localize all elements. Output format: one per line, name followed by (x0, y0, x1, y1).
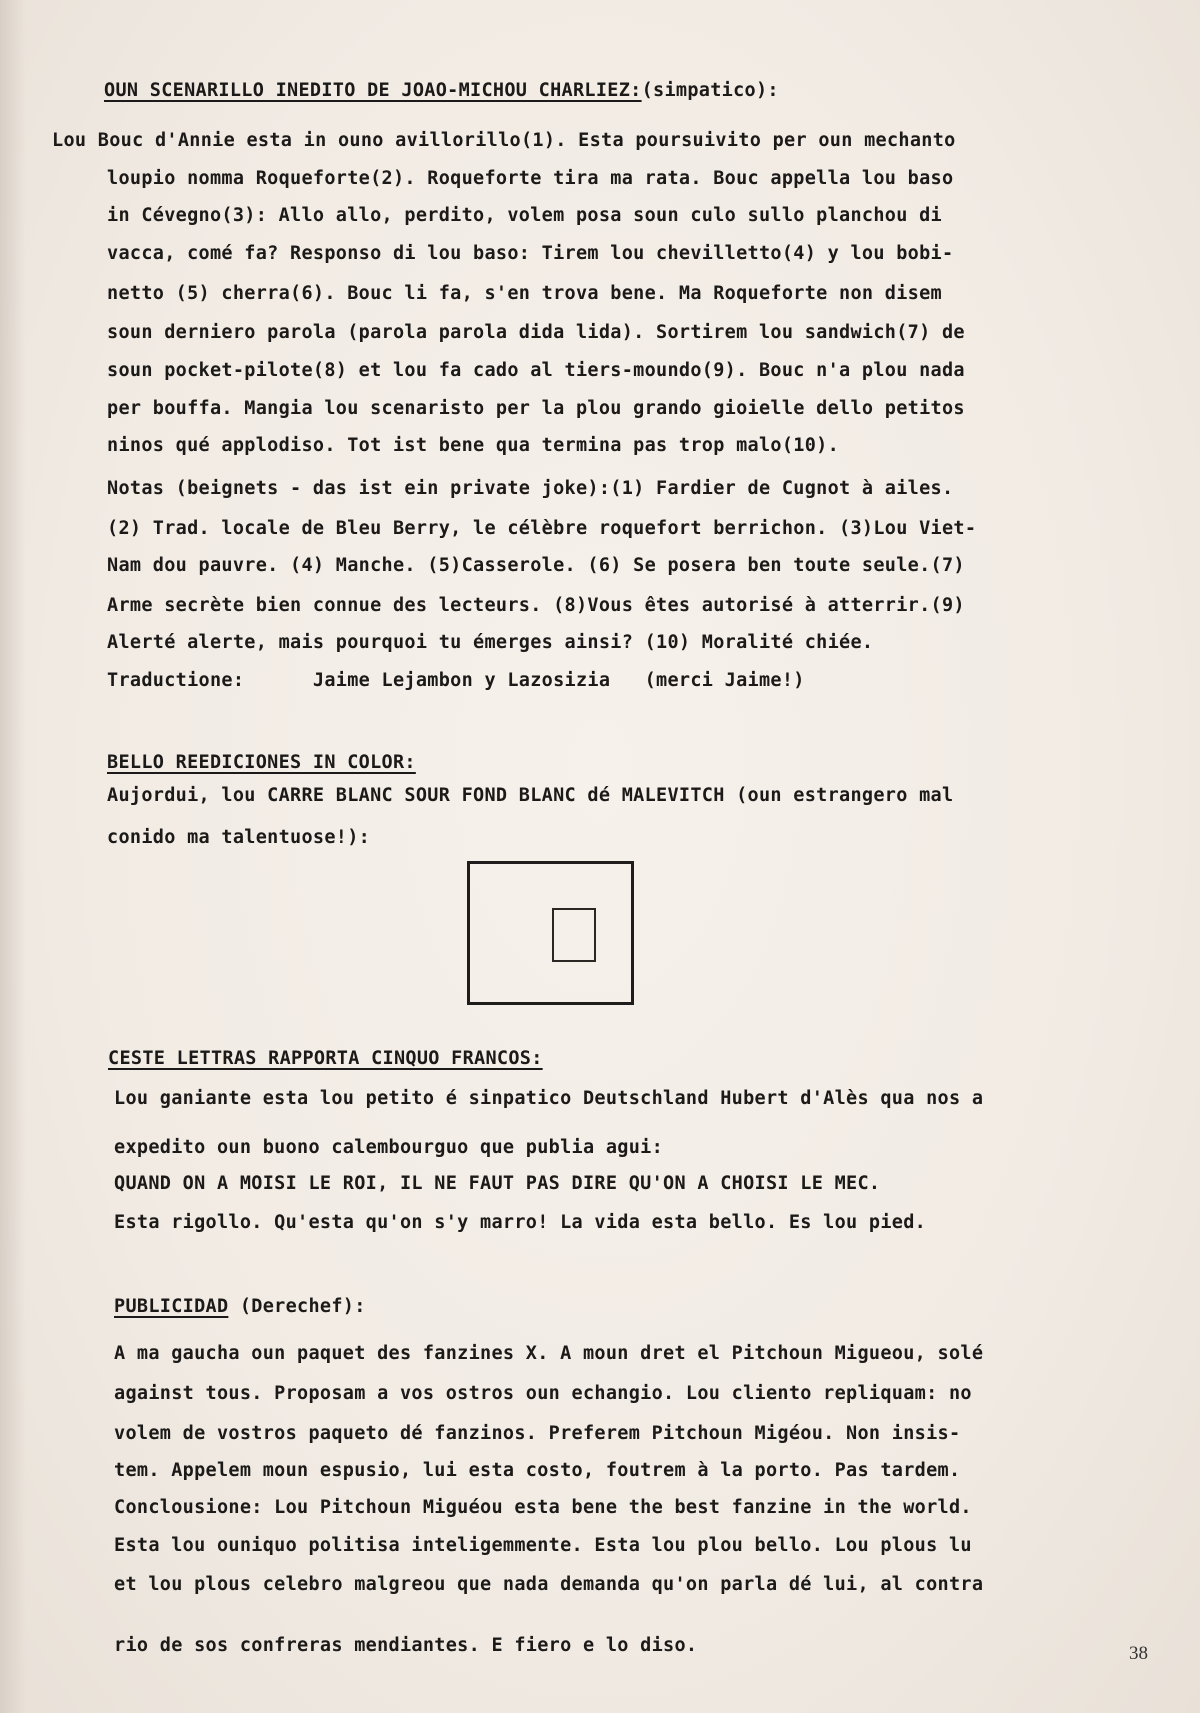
lettras-line: Esta rigollo. Qu'esta qu'on s'y marro! La vida esta bello. Es lou pied. (114, 1212, 927, 1233)
reediciones-line: Aujordui, lou CARRE BLANC SOUR FOND BLANC dé MALEVITCH (oun estrangero mal (107, 785, 954, 806)
page-number: 38 (1129, 1643, 1148, 1664)
lettras-heading (108, 1050, 543, 1069)
scenario-line: loupio nomma Roqueforte(2). Roqueforte tira ma rata. Bouc appella lou baso (107, 168, 954, 189)
publicidad-line: Esta lou ouniquo politisa inteligemmente. Esta lou plou bello. Lou plous lu (114, 1535, 972, 1556)
scenario-title-suffix: (simpatico): (641, 80, 779, 101)
publicidad-line: A ma gaucha oun paquet des fanzines X. A moun dret el Pitchoun Migueou, solé (114, 1343, 984, 1364)
scenario-line: soun pocket-pilote(8) et lou fa cado al tiers-moundo(9). Bouc n'a plou nada (107, 360, 965, 381)
lettras-line: Lou ganiante esta lou petito é sinpatico Deutschland Hubert d'Alès qua nos a (114, 1088, 984, 1109)
scenario-line: netto (5) cherra(6). Bouc li fa, s'en trova bene. Ma Roqueforte non disem (107, 283, 942, 304)
scenario-line: vacca, comé fa? Responso di lou baso: Tirem lou chevilletto(4) y lou bobi- (107, 243, 954, 264)
scenario-line: soun derniero parola (parola parola dida lida). Sortirem lou sandwich(7) de (107, 322, 965, 343)
scenario-line: Arme secrète bien connue des lecteurs. (8)Vous êtes autorisé à atterrir.(9) (107, 595, 965, 616)
publicidad-line: against tous. Proposam a vos ostros oun echangio. Lou cliento repliquam: no (114, 1383, 972, 1404)
lettras-quote: QUAND ON A MOISI LE ROI, IL NE FAUT PAS DIRE QU'ON A CHOISI LE MEC. (114, 1173, 881, 1194)
publicidad-heading (114, 1298, 366, 1317)
translation-credit: Traductione: Jaime Lejambon y Lazosizia (merci Jaime!) (107, 670, 805, 691)
scenario-line: Notas (beignets - das ist ein private joke):(1) Fardier de Cugnot à ailes. (107, 478, 954, 499)
scenario-line: ninos qué applodiso. Tot ist bene qua termina pas trop malo(10). (107, 435, 840, 456)
publicidad-title: PUBLICIDAD (114, 1296, 229, 1317)
lettras-line: expedito oun buono calembourguo que publia agui: (114, 1137, 664, 1158)
reediciones-title: BELLO REEDICIONES IN COLOR: (107, 752, 416, 773)
publicidad-line: rio de sos confreras mendiantes. E fiero e lo diso. (114, 1635, 698, 1656)
scenario-line: per bouffa. Mangia lou scenaristo per la plou grando gioielle dello petitos (107, 398, 965, 419)
scenario-heading (104, 82, 779, 101)
scenario-title: OUN SCENARILLO INEDITO DE JOAO-MICHOU CHARLIEZ: (104, 80, 642, 101)
lettras-title: CESTE LETTRAS RAPPORTA CINQUO FRANCOS: (108, 1048, 543, 1069)
scenario-line: (2) Trad. locale de Bleu Berry, le célèbre roquefort berrichon. (3)Lou Viet- (107, 518, 977, 539)
reediciones-line: conido ma talentuose!): (107, 827, 371, 848)
publicidad-line: Conclousione: Lou Pitchoun Miguéou esta bene the best fanzine in the world. (114, 1497, 972, 1518)
publicidad-title-suffix: (Derechef): (228, 1296, 366, 1317)
scenario-line: Lou Bouc d'Annie esta in ouno avillorillo(1). Esta poursuivito per oun mechanto (52, 130, 956, 151)
publicidad-line: et lou plous celebro malgreou que nada demanda qu'on parla dé lui, al contra (114, 1574, 984, 1595)
publicidad-line: tem. Appelem moun espusio, lui esta costo, foutrem à la porto. Pas tardem. (114, 1460, 961, 1481)
reediciones-heading (107, 754, 416, 773)
scenario-line: Nam dou pauvre. (4) Manche. (5)Casserole. (6) Se posera ben toute seule.(7) (107, 555, 965, 576)
malevitch-white-square-frame (467, 861, 634, 1005)
publicidad-line: volem de vostros paqueto dé fanzinos. Preferem Pitchoun Migéou. Non insis- (114, 1423, 961, 1444)
scenario-line: Alerté alerte, mais pourquoi tu émerges ainsi? (10) Moralité chiée. (107, 632, 874, 653)
page-gutter-shadow (0, 0, 26, 1713)
malevitch-white-square (552, 908, 596, 962)
scenario-line: in Cévegno(3): Allo allo, perdito, volem posa soun culo sullo planchou di (107, 205, 942, 226)
